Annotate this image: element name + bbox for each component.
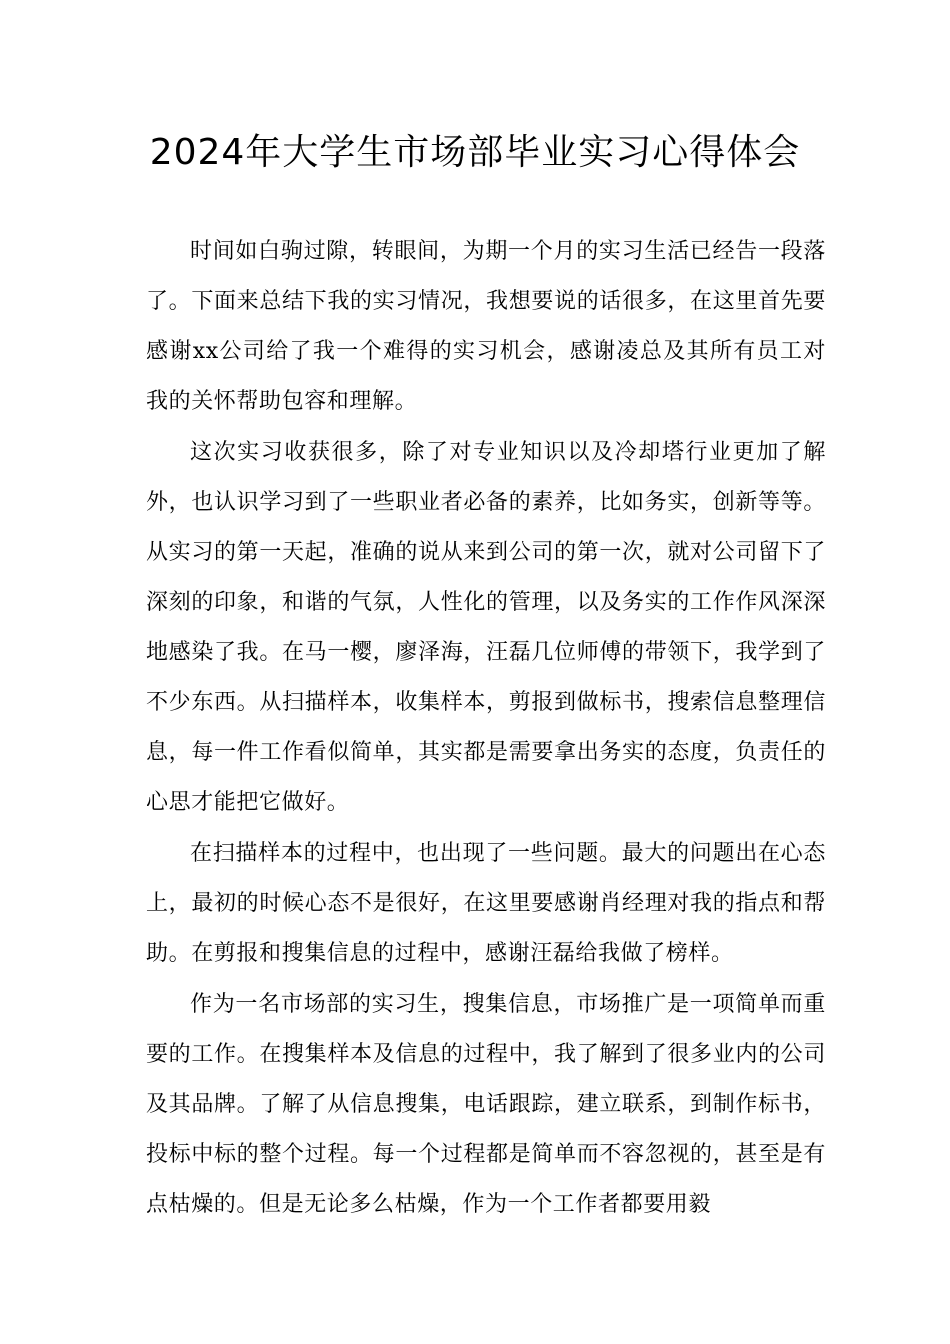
paragraph-4: 作为一名市场部的实习生，搜集信息，市场推广是一项简单而重要的工作。在搜集样本及信息的过程中，我了解到了很多业内的公司及其品牌。了解了从信息搜集，电话跟踪，建立联系，到制作标书，投标中标的整个过程。每一个过程都是简单而不容忽视的，甚至是有点枯燥的。但是无论多么枯燥，作为一个工作者都要用毅: [146, 992, 826, 1217]
paragraph-2: 这次实习收获很多，除了对专业知识以及冷却塔行业更加了解外，也认识学习到了一些职业者必备的素养，比如务实，创新等等。从实习的第一天起，准确的说从来到公司的第一次，就对公司留下了深刻的印象，和谐的气氛，人性化的管理，以及务实的工作作风深深地感染了我。在马一樱，廖泽海，汪磊几位师傅的带领下，我学到了不少东西。从扫描样本，收集样本，剪报到做标书，搜索信息整理信息，每一件工作看似简单，其实都是需要拿出务实的态度，负责任的心思才能把它做好。: [146, 440, 826, 815]
document-body: [146, 227, 826, 1230]
paragraph-1: 时间如白驹过隙，转眼间，为期一个月的实习生活已经告一段落了。下面来总结下我的实习情况，我想要说的话很多，在这里首先要感谢xx公司给了我一个难得的实习机会，感谢凌总及其所有员工对我的关怀帮助包容和理解。: [146, 239, 826, 414]
page-title: 2024年大学生市场部毕业实习心得体会: [149, 132, 801, 173]
paragraph-3: 在扫描样本的过程中，也出现了一些问题。最大的问题出在心态上，最初的时候心态不是很好，在这里要感谢肖经理对我的指点和帮助。在剪报和搜集信息的过程中，感谢汪磊给我做了榜样。: [146, 841, 826, 966]
